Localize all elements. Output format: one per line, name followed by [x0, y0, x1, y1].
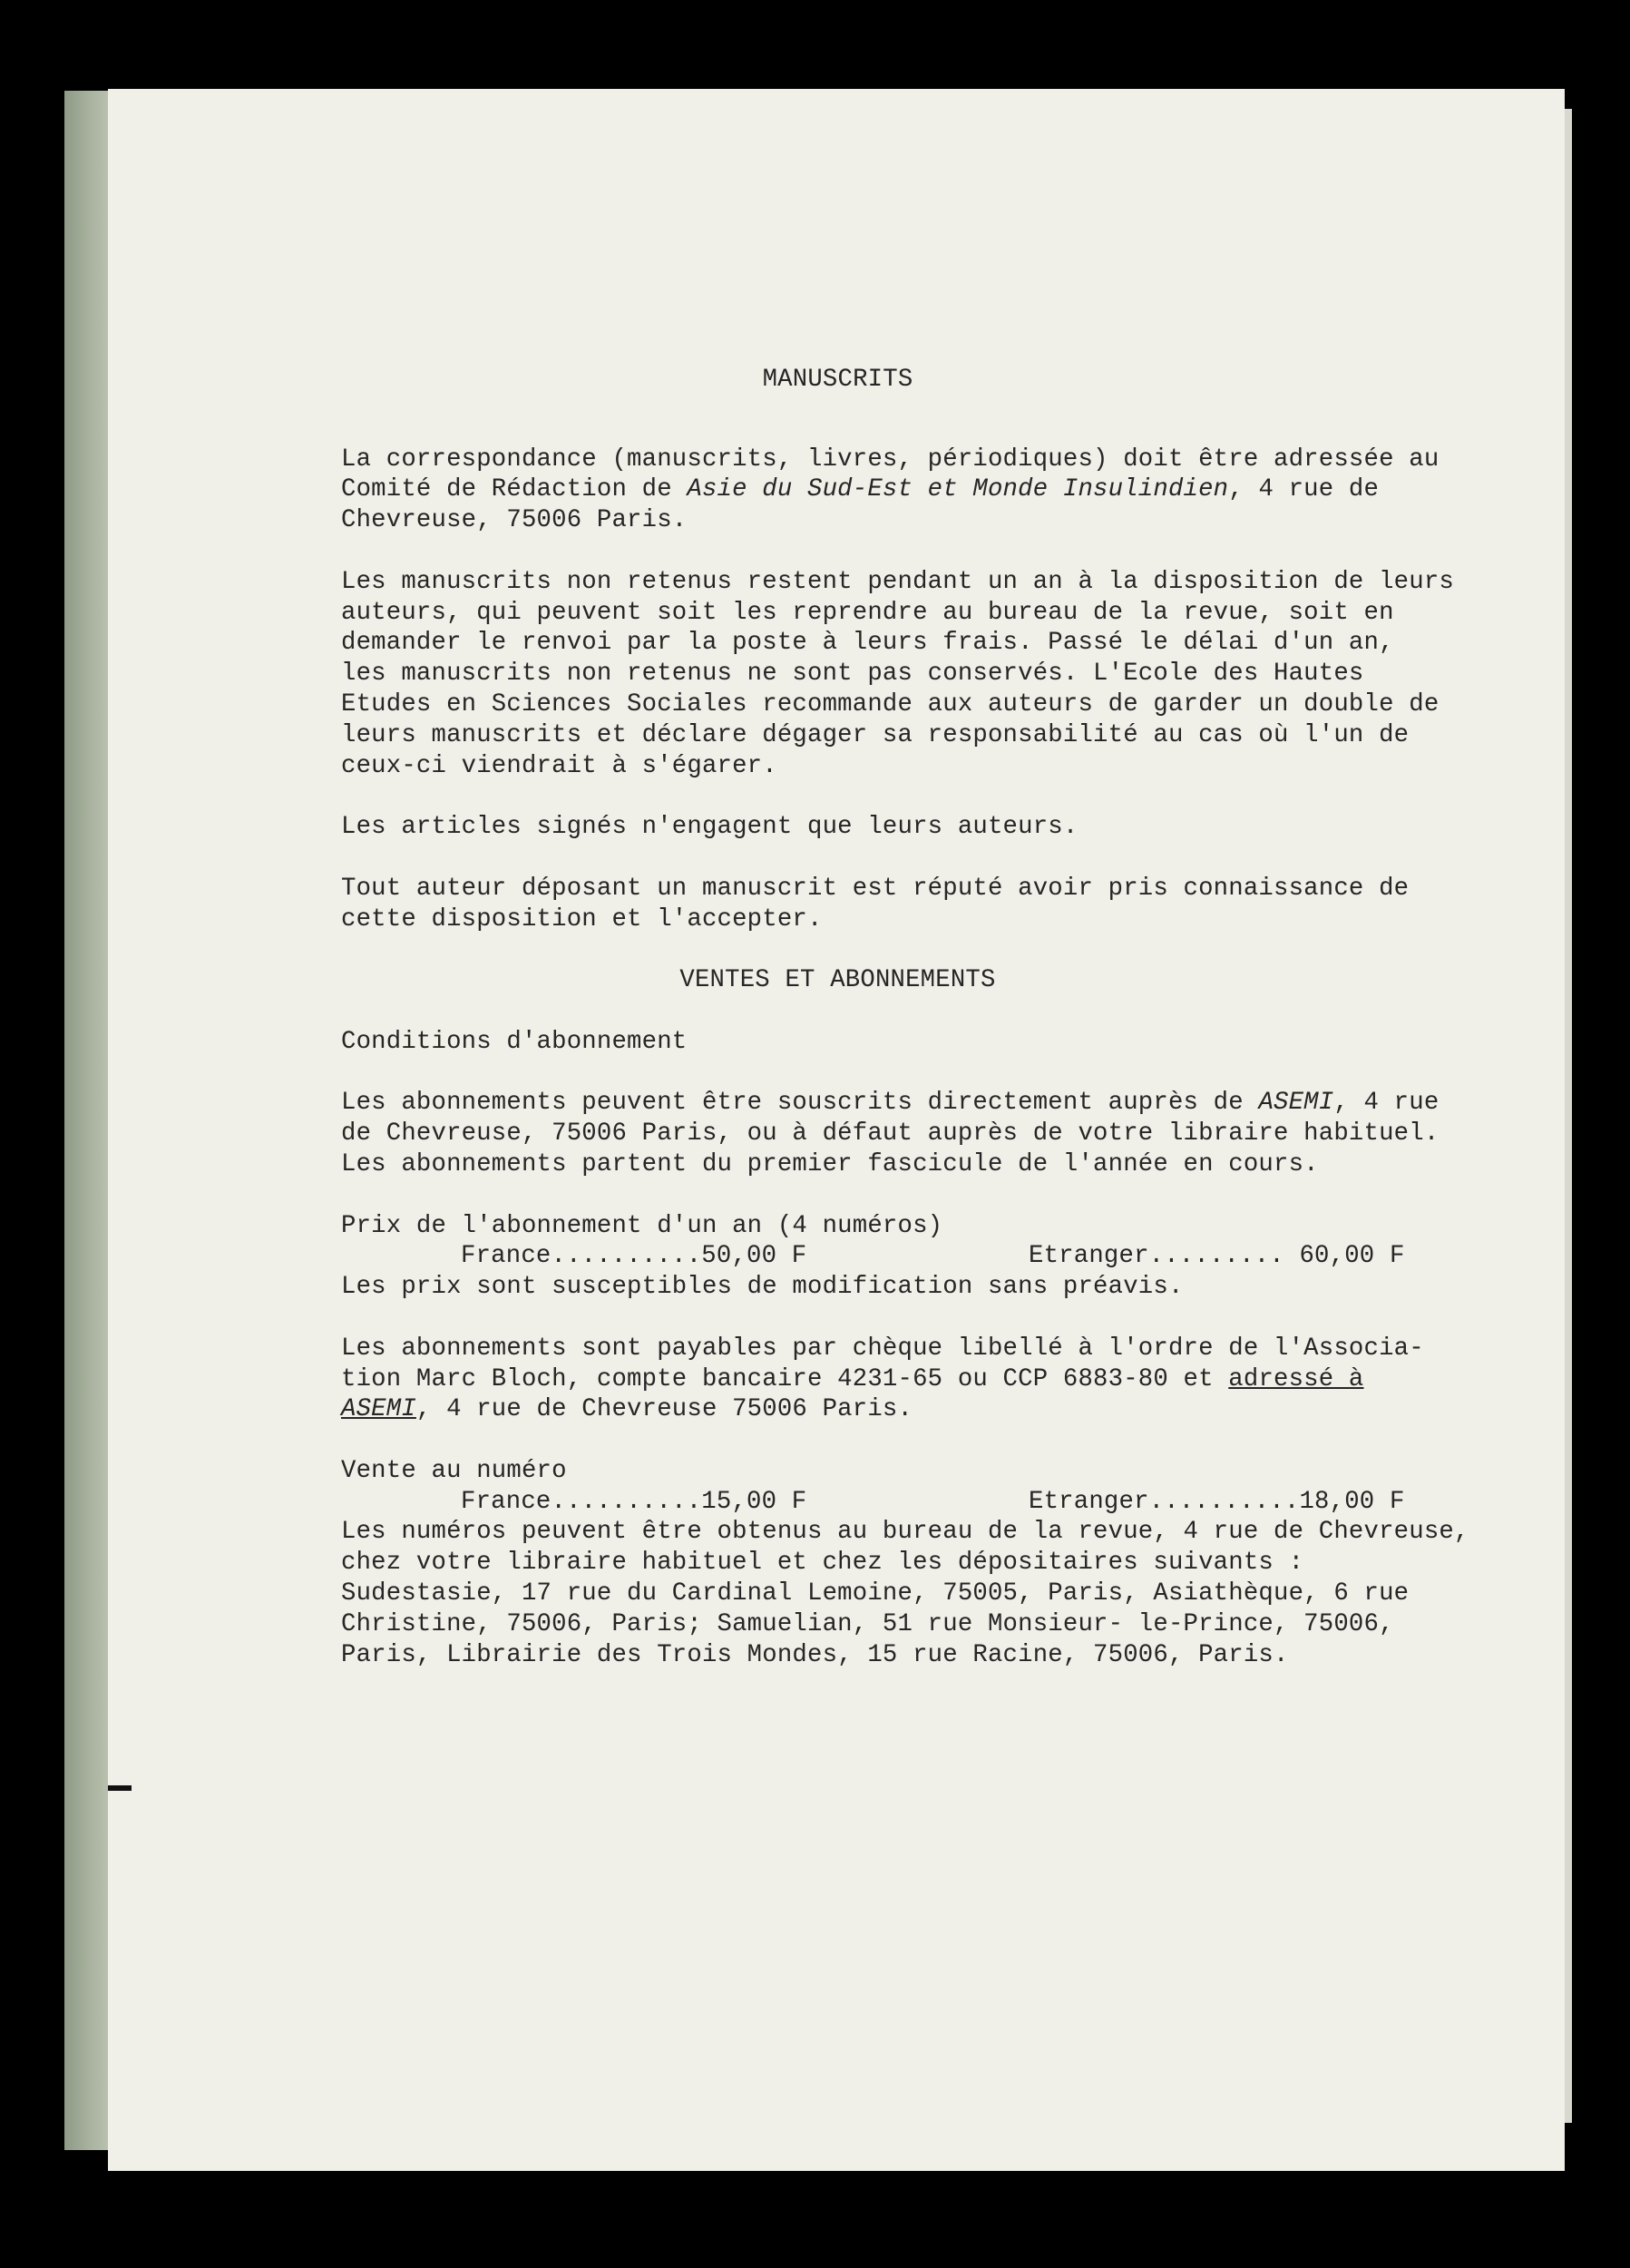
text-line: ASEMI, 4 rue de Chevreuse 75006 Paris. [341, 1395, 913, 1424]
text-line: Comité de Rédaction de Asie du Sud-Est et Monde Insulindien, 4 rue de [341, 475, 1380, 504]
paragraph-manuscrits-non-retenus [341, 567, 1520, 782]
price-france: France..........15,00 F [461, 1487, 807, 1516]
text-line: tion Marc Bloch, compte bancaire 4231-65 ou CCP 6883-80 et adressé à [341, 1364, 1364, 1393]
paragraph-souscription [341, 1088, 1520, 1179]
text-line: Les abonnements partent du premier fascicule de l'année en cours. [341, 1149, 1319, 1178]
text-line: demander le renvoi par la poste à leurs frais. Passé le délai d'un an, [341, 629, 1394, 658]
subheading-conditions: Conditions d'abonnement [341, 1027, 688, 1056]
binding-spine [64, 91, 108, 2150]
page-marker [108, 1785, 132, 1791]
text-line: de Chevreuse, 75006 Paris, ou à défaut auprès de votre libraire habituel. [341, 1119, 1440, 1149]
text-line: leurs manuscrits et déclare dégager sa responsabilité au cas où l'un de [341, 720, 1410, 749]
text-line: Sudestasie, 17 rue du Cardinal Lemoine, 75005, Paris, Asiathèque, 6 rue [341, 1579, 1410, 1608]
paragraph-articles-signes [341, 812, 1520, 843]
text-line: Les abonnements sont payables par chèque libellé à l'ordre de l'Associa- [341, 1334, 1424, 1363]
text-line: Chevreuse, 75006 Paris. [341, 506, 688, 535]
asemi-name: ASEMI [1258, 1089, 1334, 1118]
text-line: Les manuscrits non retenus restent pendant un an à la disposition de leurs [341, 567, 1454, 596]
page-edge [1565, 109, 1572, 2123]
paragraph-depositaires [341, 1517, 1520, 1670]
underlined-address: adressé à [1228, 1364, 1364, 1393]
price-etranger: Etranger..........18,00 F [1029, 1487, 1405, 1516]
price-row-abonnement [341, 1241, 1520, 1272]
paragraph-depot-manuscrit [341, 874, 1520, 935]
price-france: France..........50,00 F [461, 1242, 807, 1271]
price-row-numero [341, 1487, 1520, 1518]
text-line: Paris, Librairie des Trois Mondes, 15 rue Racine, 75006, Paris. [341, 1640, 1289, 1669]
text-line: Christine, 75006, Paris; Samuelian, 51 rue Monsieur- le-Prince, 75006, [341, 1609, 1394, 1638]
paragraph-paiement [341, 1334, 1520, 1425]
document-content [341, 365, 1520, 1670]
text-line: Les abonnements peuvent être souscrits directement auprès de ASEMI, 4 rue [341, 1089, 1440, 1118]
section-heading-ventes: VENTES ET ABONNEMENTS [679, 966, 996, 995]
text-line: Prix de l'abonnement d'un an (4 numéros) [341, 1211, 943, 1240]
asemi-name: ASEMI [341, 1395, 416, 1424]
text-line: Etudes en Sciences Sociales recommande aux auteurs de garder un double de [341, 689, 1440, 719]
text-line: ceux-ci viendrait à s'égarer. [341, 751, 777, 780]
text-line: les manuscrits non retenus ne sont pas conservés. L'Ecole des Hautes [341, 660, 1364, 689]
text-line: auteurs, qui peuvent soit les reprendre au bureau de la revue, soit en [341, 598, 1394, 627]
section-heading-manuscrits: MANUSCRITS [762, 366, 913, 394]
paragraph-prix-abonnement [341, 1211, 1520, 1242]
text-line: cette disposition et l'accepter. [341, 904, 823, 934]
subheading-vente-numero: Vente au numéro [341, 1456, 567, 1485]
price-etranger: Etranger......... 60,00 F [1029, 1242, 1405, 1271]
text-line: Les numéros peuvent être obtenus au bureau de la revue, 4 rue de Chevreuse, [341, 1518, 1469, 1547]
paragraph-correspondance [341, 445, 1520, 536]
text-line: Les articles signés n'engagent que leurs auteurs. [341, 813, 1079, 842]
text-line: Tout auteur déposant un manuscrit est réputé avoir pris connaissance de [341, 874, 1410, 903]
price-note: Les prix sont susceptibles de modification sans préavis. [341, 1273, 1184, 1302]
text-line: La correspondance (manuscrits, livres, périodiques) doit être adressée au [341, 445, 1440, 474]
text-line: chez votre libraire habituel et chez les dépositaires suivants : [341, 1549, 1304, 1578]
journal-title: Asie du Sud-Est et Monde Insulindien [687, 475, 1229, 504]
